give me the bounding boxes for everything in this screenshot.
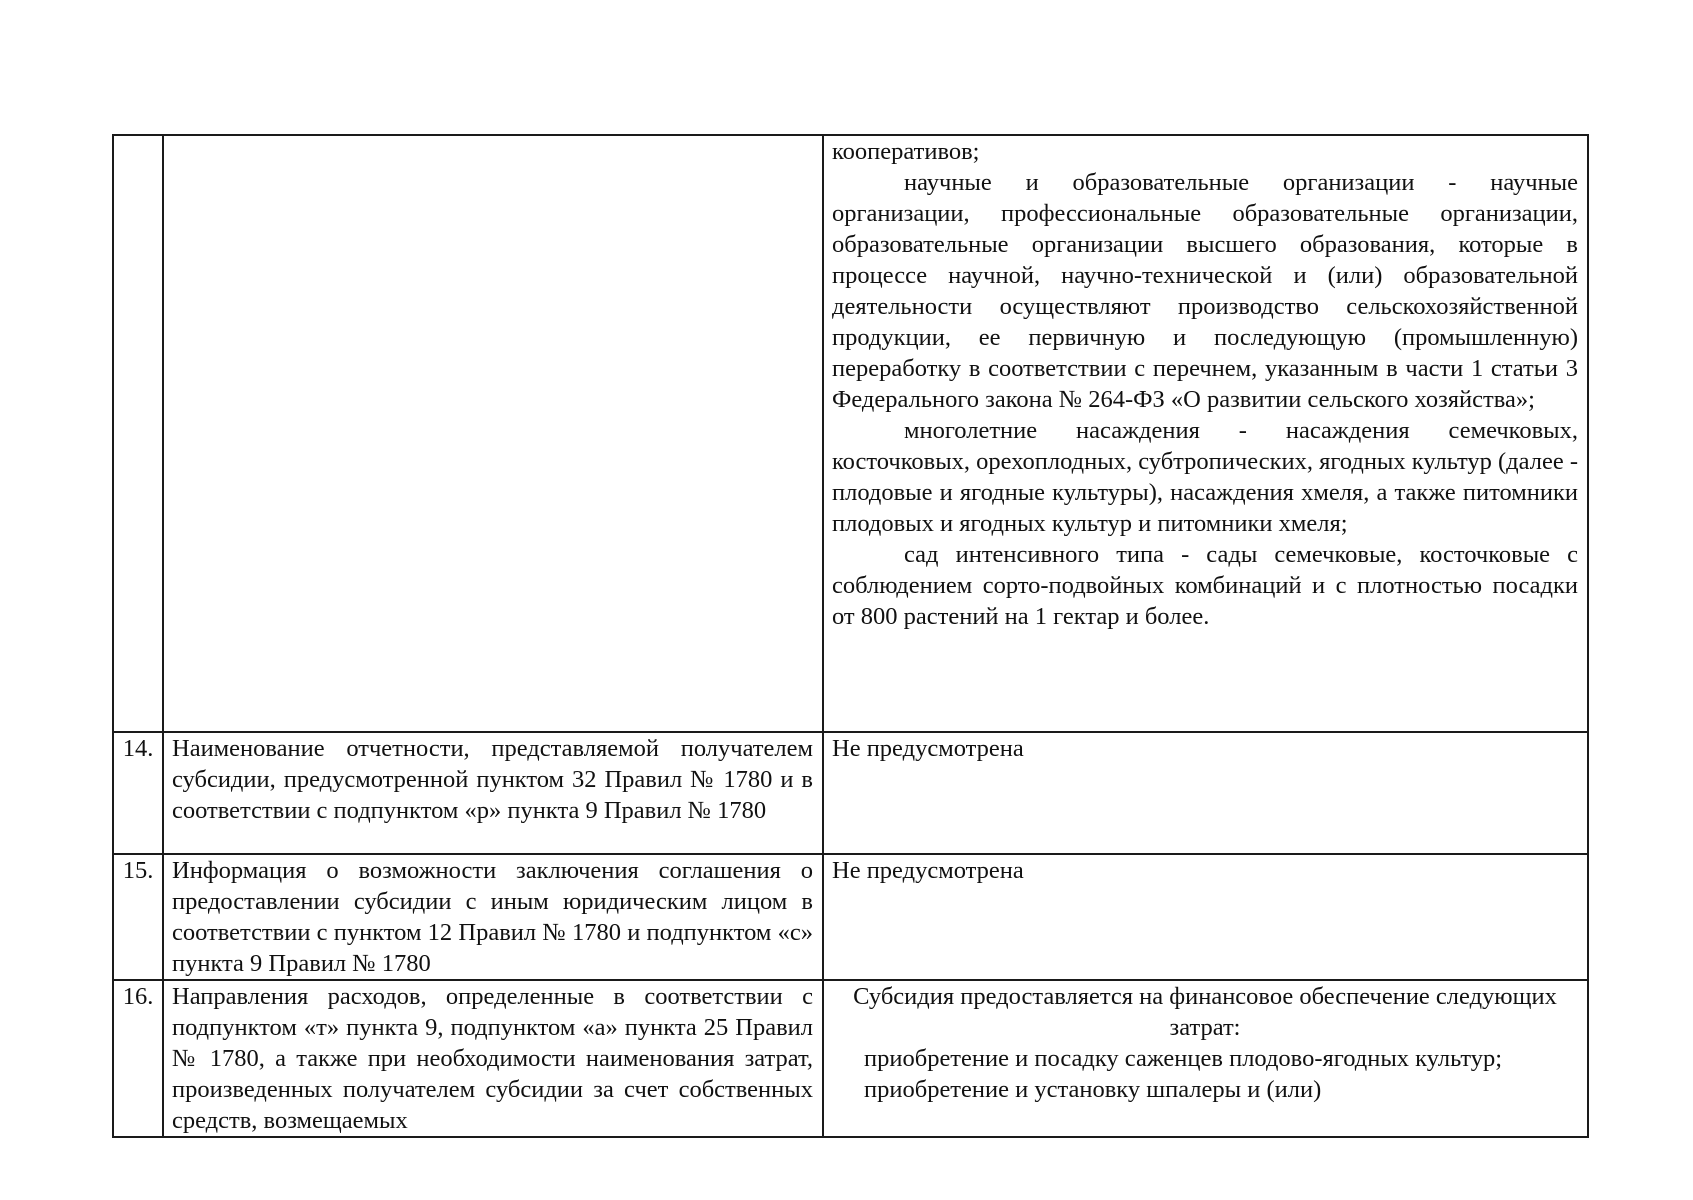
row-description-cell xyxy=(163,732,823,854)
row-number-cell xyxy=(113,135,163,732)
paragraph: сад интенсивного типа - сады семечковые, косточковые с соблюдением сорто-подвойных комбинаций и с плотностью посадки от 800 растений на 1 гектар и более. xyxy=(832,541,1578,630)
row-value-cell xyxy=(823,732,1588,854)
paragraph: кооперативов; xyxy=(832,138,980,165)
paragraph: Направления расходов, определенные в соответствии с подпунктом «т» пункта 9, подпунктом «а» пункта 25 Правил № 1780, а также при необходимости наименования затрат, произведенных получателем субсидии за счет собственных средств, возмещаемых xyxy=(172,983,813,1134)
row-number-cell: 16. xyxy=(113,980,163,1137)
paragraph: Наименование отчетности, представляемой получателем субсидии, предусмотренной пунктом 32 Правил № 1780 и в соответствии с подпунктом «р» пункта 9 Правил № 1780 xyxy=(172,735,813,824)
row-description-cell xyxy=(163,980,823,1137)
row-number-cell: 15. xyxy=(113,854,163,980)
row-value-cell xyxy=(823,135,1588,732)
table-row xyxy=(113,854,1588,980)
paragraph: приобретение и посадку саженцев плодово-ягодных культур; xyxy=(864,1045,1503,1072)
row-number-cell: 14. xyxy=(113,732,163,854)
row-description-cell xyxy=(163,135,823,732)
table-row xyxy=(113,732,1588,854)
paragraph: Не предусмотрена xyxy=(832,735,1024,762)
table-row xyxy=(113,980,1588,1137)
row-description-cell xyxy=(163,854,823,980)
row-value-cell xyxy=(823,854,1588,980)
paragraph: научные и образовательные организации - научные организации, профессиональные образовательные организации, образовательные организации высшего образования, которые в процессе научной, научно-технической и (или) образовательной деятельности осуществляют производство сельскохозяйственной продукции, ее первичную и последующую (промышленную) переработку в соответствии с перечнем, указанным в части 1 статьи 3 Федерального закона № 264-ФЗ «О развитии сельского хозяйства»; xyxy=(832,169,1578,413)
paragraph: Информация о возможности заключения соглашения о предоставлении субсидии с иным юридическим лицом в соответствии с пунктом 12 Правил № 1780 и подпунктом «с» пункта 9 Правил № 1780 xyxy=(172,857,813,977)
paragraph: Субсидия предоставляется на финансовое обеспечение следующих затрат: xyxy=(853,983,1557,1041)
table-row xyxy=(113,135,1588,732)
paragraph: Не предусмотрена xyxy=(832,857,1024,884)
paragraph: приобретение и установку шпалеры и (или) xyxy=(864,1076,1322,1103)
document-table xyxy=(112,134,1589,1138)
row-value-cell xyxy=(823,980,1588,1137)
paragraph: многолетние насаждения - насаждения семечковых, косточковых, орехоплодных, субтропических, ягодных культур (далее - плодовые и ягодные культуры), насаждения хмеля, а также питомники плодовых и ягодных культур и питомники хмеля; xyxy=(832,417,1578,537)
